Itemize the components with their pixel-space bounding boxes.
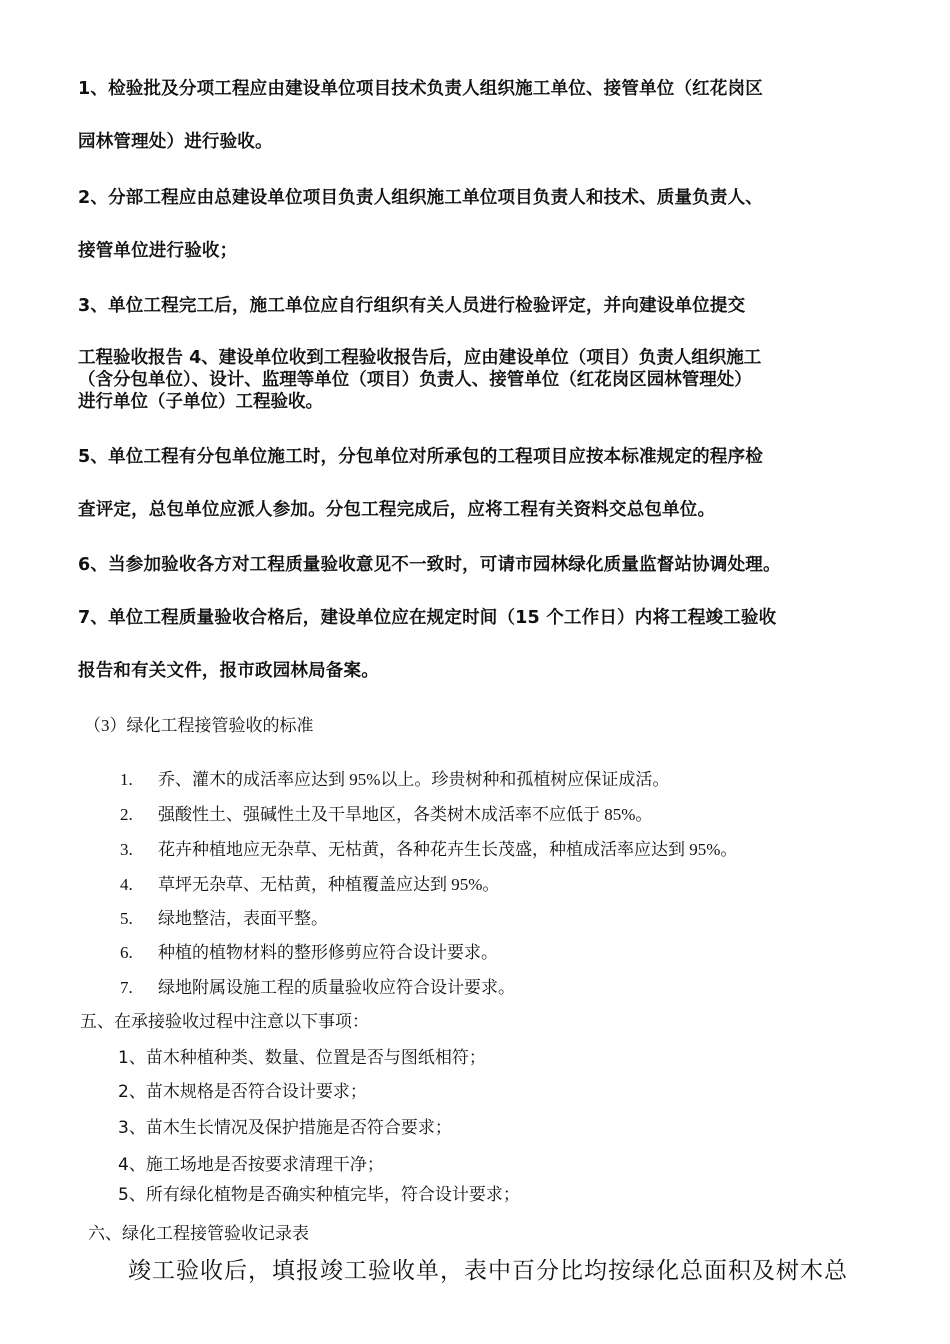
item-text: 强酸性土、强碱性土及干旱地区，各类树木成活率不应低于 85%。	[158, 805, 653, 824]
item-number: 6.	[120, 943, 133, 962]
section-6-body: 竣工验收后，填报竣工验收单，表中百分比均按绿化总面积及树木总	[128, 1258, 848, 1283]
standards-item	[120, 870, 499, 895]
paragraph-3-line-2: 工程验收报告 4、建设单位收到工程验收报告后，应由建设单位（项目）负责人组织施工	[78, 348, 762, 368]
paragraph-5-line-1: 5、单位工程有分包单位施工时，分包单位对所承包的工程项目应按本标准规定的程序检	[78, 447, 763, 467]
paragraph-1-line-2: 园林管理处）进行验收。	[78, 132, 273, 152]
paragraph-7-line-1: 7、单位工程质量验收合格后，建设单位应在规定时间（15 个工作日）内将工程竣工验收	[78, 608, 777, 628]
item-number: 7.	[120, 978, 133, 997]
paragraph-3-line-3: （含分包单位）、设计、监理等单位（项目）负责人、接管单位（红花岗区园林管理处）	[78, 370, 752, 390]
paragraph-3-block	[78, 347, 878, 413]
standards-heading: （3）绿化工程接管验收的标准	[84, 716, 314, 735]
paragraph-1-line-1: 1、检验批及分项工程应由建设单位项目技术负责人组织施工单位、接管单位（红花岗区	[78, 79, 763, 99]
paragraph-5-line-2: 查评定，总包单位应派人参加。分包工程完成后，应将工程有关资料交总包单位。	[78, 500, 716, 520]
item-text: 乔、灌木的成活率应达到 95%以上。珍贵树种和孤植树应保证成活。	[158, 770, 670, 789]
item-number: 1.	[120, 770, 133, 789]
item-text: 绿地整洁，表面平整。	[158, 909, 328, 928]
item-text: 草坪无杂草、无枯黄，种植覆盖应达到 95%。	[158, 875, 500, 894]
paragraph-3-line-1: 3、单位工程完工后，施工单位应自行组织有关人员进行检验评定，并向建设单位提交	[78, 296, 746, 316]
list-item: 4、施工场地是否按要求清理干净；	[118, 1155, 384, 1175]
item-number: 5.	[120, 909, 133, 928]
item-number: 2.	[120, 805, 133, 824]
standards-item	[120, 765, 669, 790]
list-item: 2、苗木规格是否符合设计要求；	[118, 1082, 367, 1102]
item-text: 绿地附属设施工程的质量验收应符合设计要求。	[158, 978, 515, 997]
paragraph-2-line-2: 接管单位进行验收；	[78, 241, 238, 261]
standards-item	[120, 973, 515, 998]
list-item: 1、苗木种植种类、数量、位置是否与图纸相符；	[118, 1048, 486, 1068]
item-number: 3.	[120, 840, 133, 859]
standards-item	[120, 904, 328, 929]
standards-item	[120, 800, 652, 825]
item-text: 花卉种植地应无杂草、无枯黄，各种花卉生长茂盛，种植成活率应达到 95%。	[158, 840, 738, 859]
paragraph-7-line-2: 报告和有关文件，报市政园林局备案。	[78, 661, 379, 681]
section-5-heading: 五、在承接验收过程中注意以下事项：	[80, 1012, 369, 1031]
section-6-heading: 六、绿化工程接管验收记录表	[88, 1224, 309, 1243]
item-number: 4.	[120, 875, 133, 894]
paragraph-2-line-1: 2、分部工程应由总建设单位项目负责人组织施工单位项目负责人和技术、质量负责人、	[78, 188, 763, 208]
standards-item	[120, 938, 498, 963]
standards-item	[120, 835, 737, 860]
list-item: 3、苗木生长情况及保护措施是否符合要求；	[118, 1118, 452, 1138]
list-item: 5、所有绿化植物是否确实种植完毕，符合设计要求；	[118, 1185, 520, 1205]
item-text: 种植的植物材料的整形修剪应符合设计要求。	[158, 943, 498, 962]
paragraph-3-line-4: 进行单位（子单位）工程验收。	[78, 392, 323, 412]
paragraph-6-line-1: 6、当参加验收各方对工程质量验收意见不一致时，可请市园林绿化质量监督站协调处理。	[78, 555, 781, 575]
